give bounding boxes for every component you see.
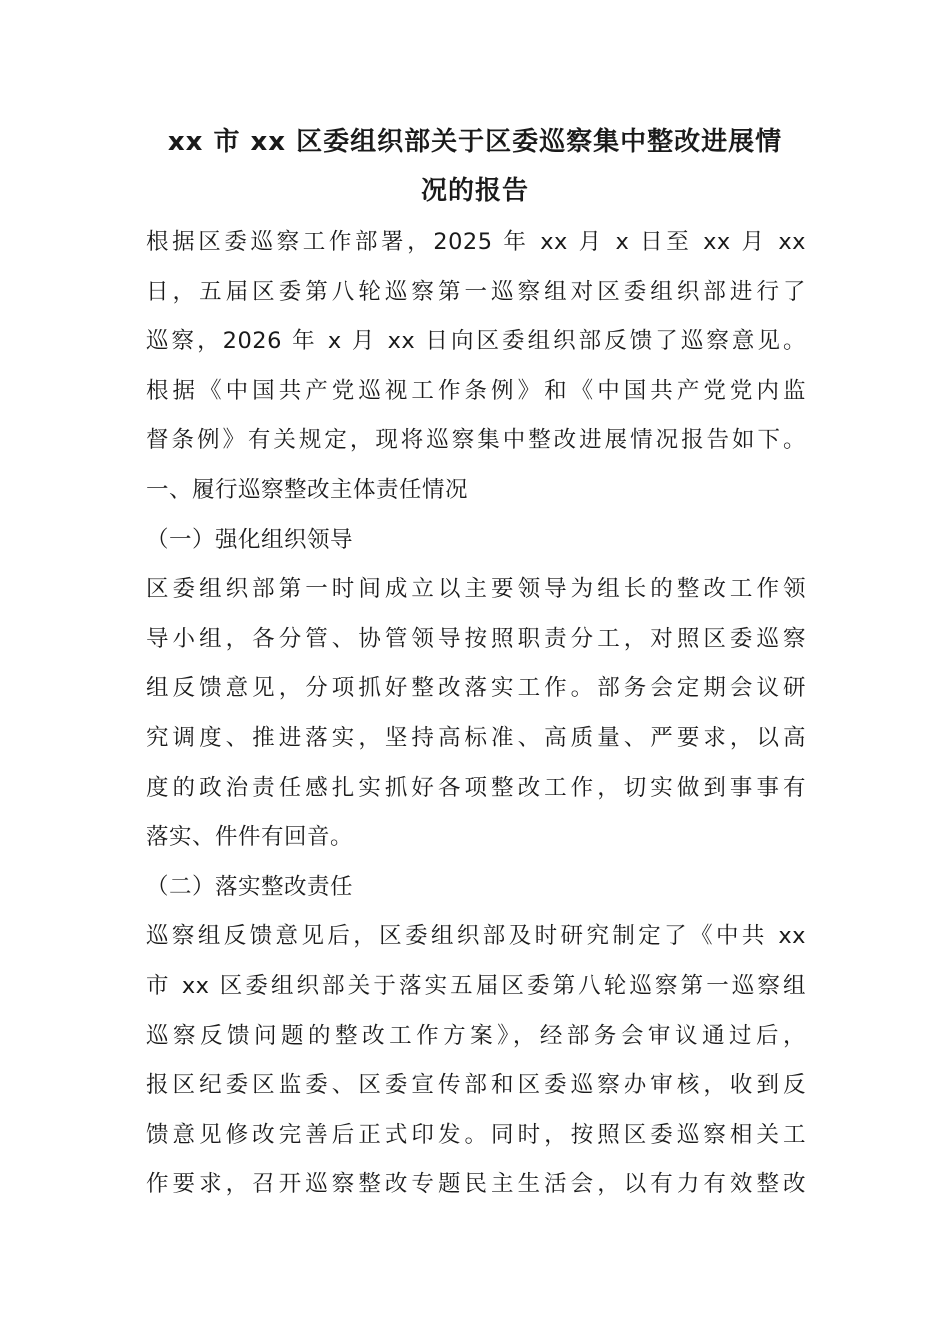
section-heading: 一、履行巡察整改主体责任情况: [146, 476, 469, 503]
body-line: 巡察反馈问题的整改工作方案》，经部务会审议通过后，: [146, 1022, 806, 1049]
subsection-heading: （二）落实整改责任: [146, 873, 354, 900]
body-line: 落实、件件有回音。: [146, 824, 354, 851]
body-line: 作要求，召开巡察整改专题民主生活会，以有力有效整改: [146, 1171, 806, 1198]
body-line: 督条例》有关规定，现将巡察集中整改进展情况报告如下。: [146, 427, 806, 454]
body-line: 组反馈意见，分项抓好整改落实工作。部务会定期会议研: [146, 675, 806, 702]
body-line: 日，五届区委第八轮巡察第一巡察组对区委组织部进行了: [146, 278, 806, 305]
body-line: 根据区委巡察工作部署，2025 年 xx 月 x 日至 xx 月 xx: [146, 229, 806, 255]
body-line: 区委组织部第一时间成立以主要领导为组长的整改工作领: [146, 576, 806, 603]
body-line: 究调度、推进落实，坚持高标准、高质量、严要求，以高: [146, 724, 806, 751]
document-title: [146, 118, 804, 216]
body-line: 巡察，2026 年 x 月 xx 日向区委组织部反馈了巡察意见。: [146, 328, 806, 355]
subsection-heading: （一）强化组织领导: [146, 526, 354, 553]
body-line: 馈意见修改完善后正式印发。同时，按照区委巡察相关工: [146, 1121, 806, 1148]
body-line: 度的政治责任感扎实抓好各项整改工作，切实做到事事有: [146, 774, 806, 801]
body-line: 报区纪委区监委、区委宣传部和区委巡察办审核，收到反: [146, 1072, 806, 1099]
body-line: 市 xx 区委组织部关于落实五届区委第八轮巡察第一巡察组: [146, 972, 806, 999]
body-line: 巡察组反馈意见后，区委组织部及时研究制定了《中共 xx: [146, 923, 806, 950]
document-body: [146, 218, 806, 1210]
body-line: 导小组，各分管、协管领导按照职责分工，对照区委巡察: [146, 625, 806, 652]
body-line: 根据《中国共产党巡视工作条例》和《中国共产党党内监: [146, 377, 806, 404]
title-line-1: xx 市 xx 区委组织部关于区委巡察集中整改进展情: [167, 127, 783, 157]
title-line-2: 况的报告: [420, 176, 529, 206]
